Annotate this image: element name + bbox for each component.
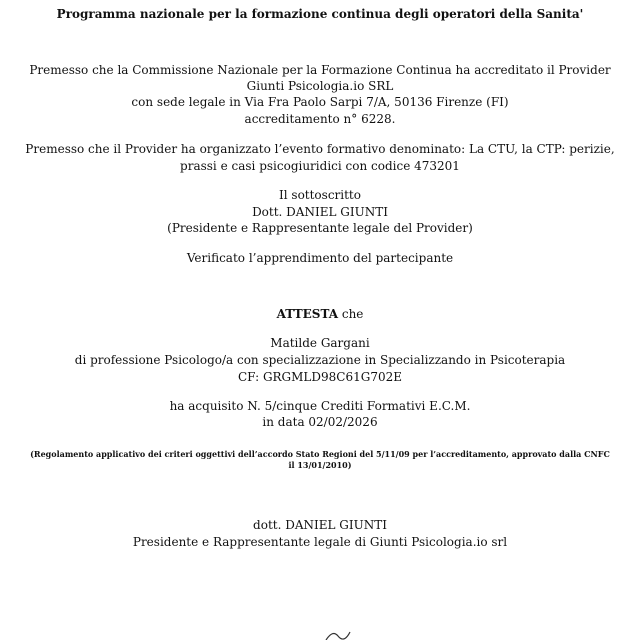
provider-name: Giunti Psicologia.io SRL bbox=[246, 79, 394, 93]
signer-intro: Il sottoscritto bbox=[279, 188, 361, 202]
footer-signer-name: dott. DANIEL GIUNTI bbox=[253, 518, 387, 532]
participant-profession: di professione Psicologo/a con specializzazione in Specializzando in Psicoterapia bbox=[74, 353, 566, 367]
verified-statement: Verificato l’apprendimento del partecipante bbox=[186, 251, 454, 265]
credits-acquired: ha acquisito N. 5/cinque Crediti Formativi E.C.M. bbox=[169, 399, 471, 413]
signer-name: Dott. DANIEL GIUNTI bbox=[252, 205, 388, 219]
participant-cf: CF: GRGMLD98C61G702E bbox=[238, 370, 402, 384]
participant-name: Matilde Gargani bbox=[270, 336, 370, 350]
signer-role: (Presidente e Rappresentante legale del Provider) bbox=[167, 221, 473, 235]
signature-mark bbox=[322, 628, 362, 640]
attesta-bold: ATTESTA bbox=[276, 307, 339, 321]
footer-signer-role: Presidente e Rappresentante legale di Giunti Psicologia.io srl bbox=[132, 535, 508, 549]
program-title: Programma nazionale per la formazione continua degli operatori della Sanita' bbox=[56, 7, 584, 21]
attesta-che: che bbox=[338, 307, 364, 321]
provider-address: con sede legale in Via Fra Paolo Sarpi 7/A, 50136 Firenze (FI) bbox=[131, 95, 509, 109]
accreditation-number: accreditamento n° 6228. bbox=[244, 112, 396, 126]
regulation-line1: (Regolamento applicativo dei criteri oggettivi dell’accordo Stato Regioni del 5/11/09 per l’accreditamento, approvato dalla CNFC bbox=[30, 449, 610, 459]
premise2-line1: Premesso che il Provider ha organizzato l’evento formativo denominato: La CTU, la CTP: perizie, bbox=[25, 142, 615, 156]
regulation-line2: il 13/01/2010) bbox=[288, 460, 352, 470]
premise2-line2: prassi e casi psicogiuridici con codice 473201 bbox=[180, 159, 460, 173]
credits-date: in data 02/02/2026 bbox=[262, 415, 378, 429]
premise1-line1: Premesso che la Commissione Nazionale per la Formazione Continua ha accreditato il Provider bbox=[29, 63, 611, 77]
attesta-heading bbox=[0, 306, 640, 322]
